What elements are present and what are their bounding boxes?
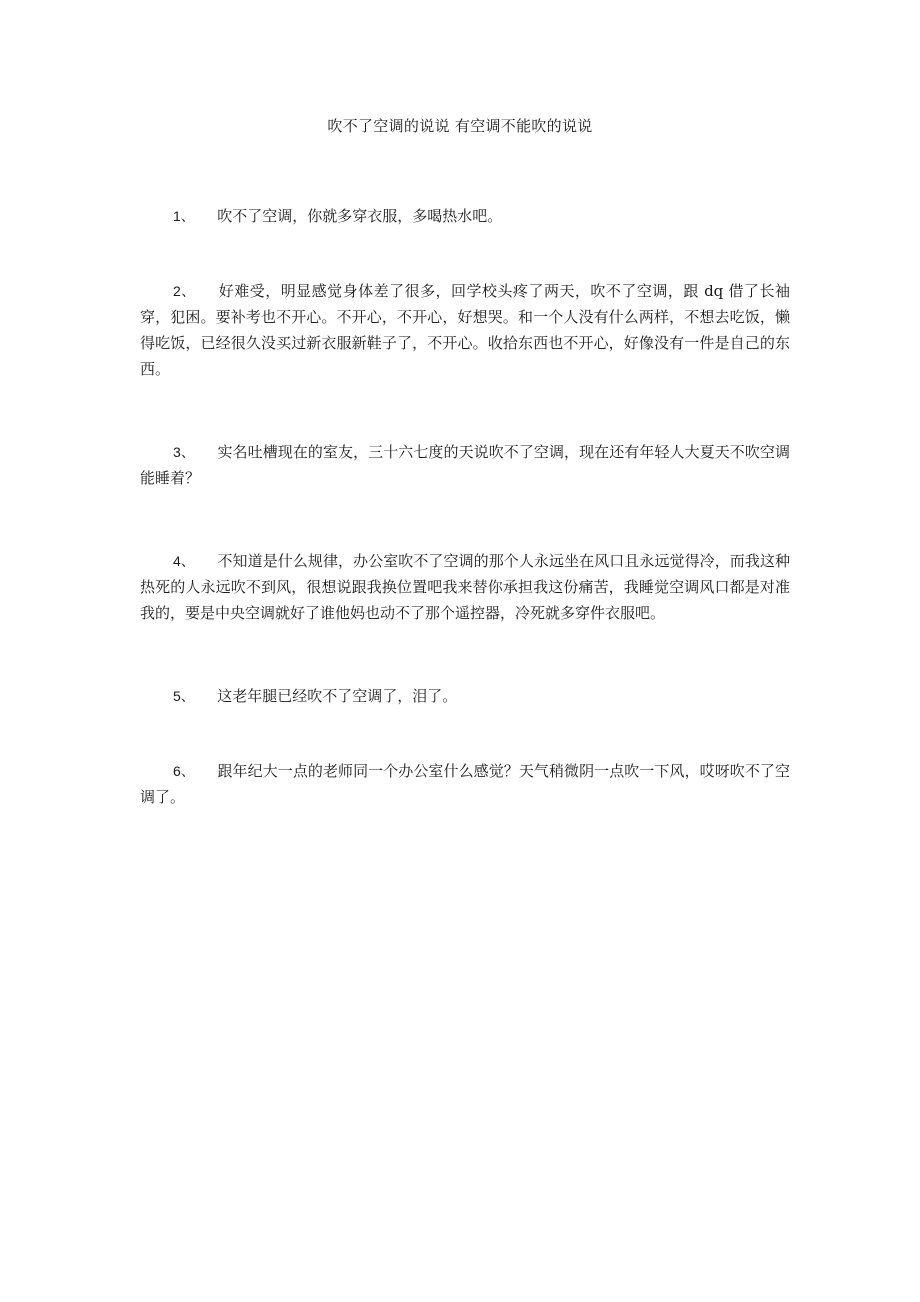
item-number: 5、 bbox=[173, 688, 195, 704]
item-number: 2、 bbox=[173, 283, 196, 299]
document-body bbox=[140, 203, 790, 810]
item-number: 3、 bbox=[173, 444, 195, 460]
item-text: 不知道是什么规律，办公室吹不了空调的那个人永远坐在风口且永远觉得冷，而我这种热死的人永远吹不到风，很想说跟我换位置吧我来替你承担我这份痛苦，我睡觉空调风口都是对准我的，要是中央空调就好了谁他妈也动不了那个遥控器，冷死就多穿件衣服吧。 bbox=[140, 552, 790, 622]
document-title: 吹不了空调的说说 有空调不能吹的说说 bbox=[327, 117, 593, 135]
item-number: 6、 bbox=[173, 763, 195, 779]
item-text: 跟年纪大一点的老师同一个办公室什么感觉？天气稍微阴一点吹一下风，哎呀吹不了空调了。 bbox=[140, 762, 790, 806]
list-item bbox=[140, 758, 790, 810]
item-text: 实名吐槽现在的室友，三十六七度的天说吹不了空调，现在还有年轻人大夏天不吹空调能睡着？ bbox=[140, 443, 790, 487]
item-number: 4、 bbox=[173, 553, 195, 569]
list-item bbox=[140, 439, 790, 491]
item-number: 1、 bbox=[173, 208, 195, 224]
list-item bbox=[140, 683, 790, 709]
list-item bbox=[140, 548, 790, 626]
item-text: 好难受，明显感觉身体差了很多，回学校头疼了两天，吹不了空调，跟 dq 借了长袖穿，犯困。要补考也不开心。不开心，不开心，好想哭。和一个人没有什么两样，不想去吃饭，懒得吃饭，已经很久没买过新衣服新鞋子了，不开心。收拾东西也不开心，好像没有一件是自己的东西。 bbox=[140, 282, 790, 378]
item-text: 吹不了空调，你就多穿衣服，多喝热水吧。 bbox=[217, 207, 503, 225]
item-text: 这老年腿已经吹不了空调了，泪了。 bbox=[217, 687, 458, 705]
list-item bbox=[140, 203, 790, 229]
list-item bbox=[140, 278, 790, 382]
